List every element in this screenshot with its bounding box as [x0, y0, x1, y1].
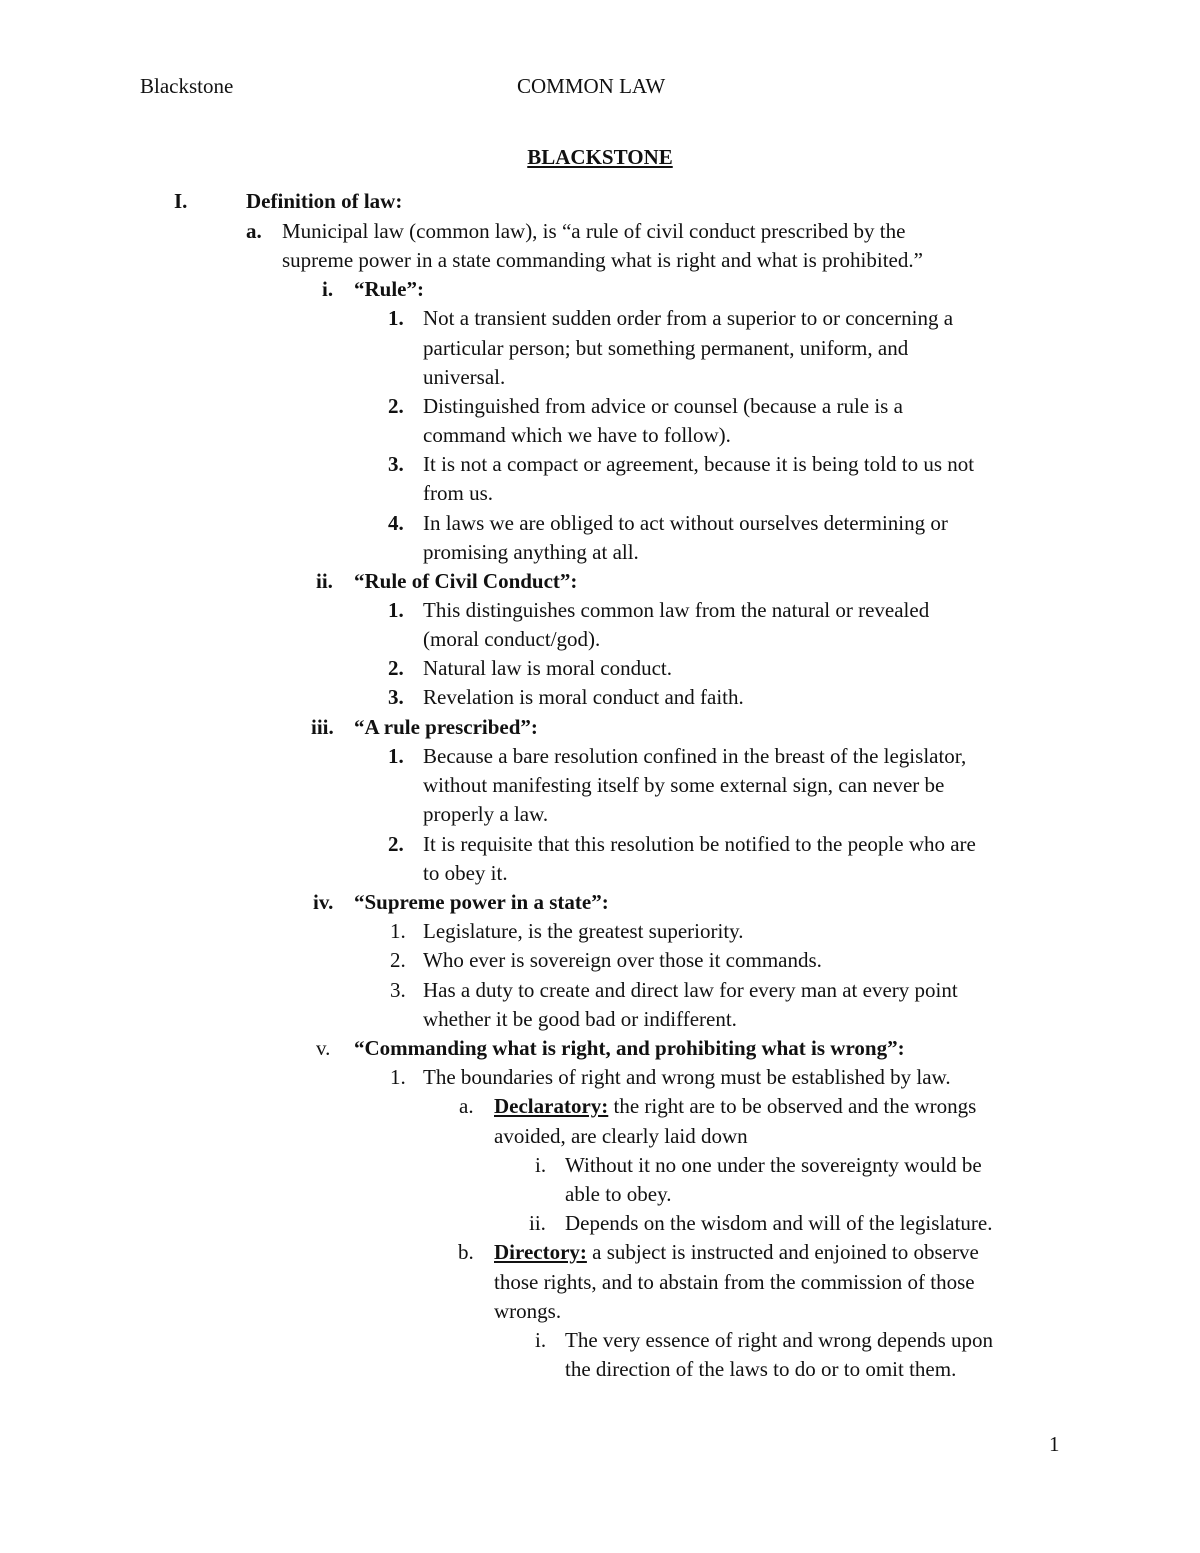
subheading-text: “A rule prescribed”: — [354, 715, 538, 739]
letter-marker: b. — [458, 1240, 474, 1264]
item-line: In laws we are obliged to act without ourselves determining or — [423, 511, 948, 535]
item-line: the direction of the laws to do or to omit them. — [565, 1357, 957, 1381]
number-marker: 1. — [390, 919, 406, 943]
item-line: Has a duty to create and direct law for every man at every point — [423, 978, 958, 1002]
term-text: the right are to be observed and the wrongs — [608, 1094, 977, 1118]
item-line: to obey it. — [423, 861, 508, 885]
term-label: Directory: — [494, 1240, 587, 1264]
item-line: promising anything at all. — [423, 540, 639, 564]
number-marker: 2. — [388, 832, 404, 856]
roman-marker: i. — [535, 1153, 547, 1177]
document-title: BLACKSTONE — [527, 145, 673, 169]
subheading-text: “Rule”: — [354, 277, 424, 301]
running-header-left: Blackstone — [140, 74, 234, 98]
item-line: Who ever is sovereign over those it commands. — [423, 948, 822, 972]
item-line: command which we have to follow). — [423, 423, 731, 447]
roman-marker: i. — [322, 277, 334, 301]
roman-marker: iii. — [311, 715, 334, 739]
roman-marker: iv. — [313, 890, 334, 914]
item-line: Legislature, is the greatest superiority. — [423, 919, 744, 943]
number-marker: 3. — [390, 978, 406, 1002]
subheading-text: “Rule of Civil Conduct”: — [354, 569, 578, 593]
item-line: (moral conduct/god). — [423, 627, 601, 651]
item-line: avoided, are clearly laid down — [494, 1124, 748, 1148]
item-line: Depends on the wisdom and will of the legislature. — [565, 1211, 993, 1235]
roman-marker: ii. — [529, 1211, 546, 1235]
item-line: Municipal law (common law), is “a rule of civil conduct prescribed by the — [282, 219, 906, 243]
item-line: Not a transient sudden order from a superior to or concerning a — [423, 306, 954, 330]
item-line: without manifesting itself by some external sign, can never be — [423, 773, 945, 797]
number-marker: 1. — [390, 1065, 406, 1089]
item-line: The very essence of right and wrong depends upon — [565, 1328, 994, 1352]
item-line: Distinguished from advice or counsel (because a rule is a — [423, 394, 903, 418]
item-line: from us. — [423, 481, 493, 505]
number-marker: 4. — [388, 511, 404, 535]
number-marker: 2. — [388, 656, 404, 680]
roman-marker: i. — [535, 1328, 547, 1352]
item-line: It is not a compact or agreement, because it is being told to us not — [423, 452, 975, 476]
item-line: This distinguishes common law from the natural or revealed — [423, 598, 930, 622]
letter-marker: a. — [459, 1094, 474, 1118]
item-line: those rights, and to abstain from the commission of those — [494, 1270, 975, 1294]
item-line: Revelation is moral conduct and faith. — [423, 685, 744, 709]
subheading-text: “Commanding what is right, and prohibiting what is wrong”: — [354, 1036, 905, 1060]
item-line: The boundaries of right and wrong must be established by law. — [423, 1065, 951, 1089]
item-line: Without it no one under the sovereignty would be — [565, 1153, 982, 1177]
item-marker: a. — [246, 219, 262, 243]
number-marker: 3. — [388, 685, 404, 709]
item-line: supreme power in a state commanding what is right and what is prohibited.” — [282, 248, 923, 272]
section-marker: I. — [174, 189, 188, 213]
number-marker: 2. — [388, 394, 404, 418]
roman-marker: ii. — [316, 569, 333, 593]
item-line: wrongs. — [494, 1299, 562, 1323]
item-line: Natural law is moral conduct. — [423, 656, 673, 680]
item-line — [494, 1238, 979, 1267]
section-heading-text: Definition of law: — [246, 189, 403, 213]
term-label: Declaratory: — [494, 1094, 609, 1118]
item-line: particular person; but something permanent, uniform, and — [423, 336, 909, 360]
subheading-text: “Supreme power in a state”: — [354, 890, 609, 914]
roman-marker: v. — [316, 1036, 331, 1060]
term-text: a subject is instructed and enjoined to observe — [586, 1240, 979, 1264]
item-line: Because a bare resolution confined in the breast of the legislator, — [423, 744, 967, 768]
item-line: whether it be good bad or indifferent. — [423, 1007, 737, 1031]
number-marker: 2. — [390, 948, 406, 972]
item-line: universal. — [423, 365, 506, 389]
item-line: It is requisite that this resolution be notified to the people who are — [423, 832, 976, 856]
number-marker: 3. — [388, 452, 404, 476]
number-marker: 1. — [388, 598, 404, 622]
page-number: 1 — [1049, 1432, 1060, 1456]
item-line: able to obey. — [565, 1182, 672, 1206]
number-marker: 1. — [388, 306, 404, 330]
running-header-center: COMMON LAW — [517, 74, 666, 98]
item-line: properly a law. — [423, 802, 549, 826]
number-marker: 1. — [388, 744, 404, 768]
item-line — [494, 1092, 976, 1121]
